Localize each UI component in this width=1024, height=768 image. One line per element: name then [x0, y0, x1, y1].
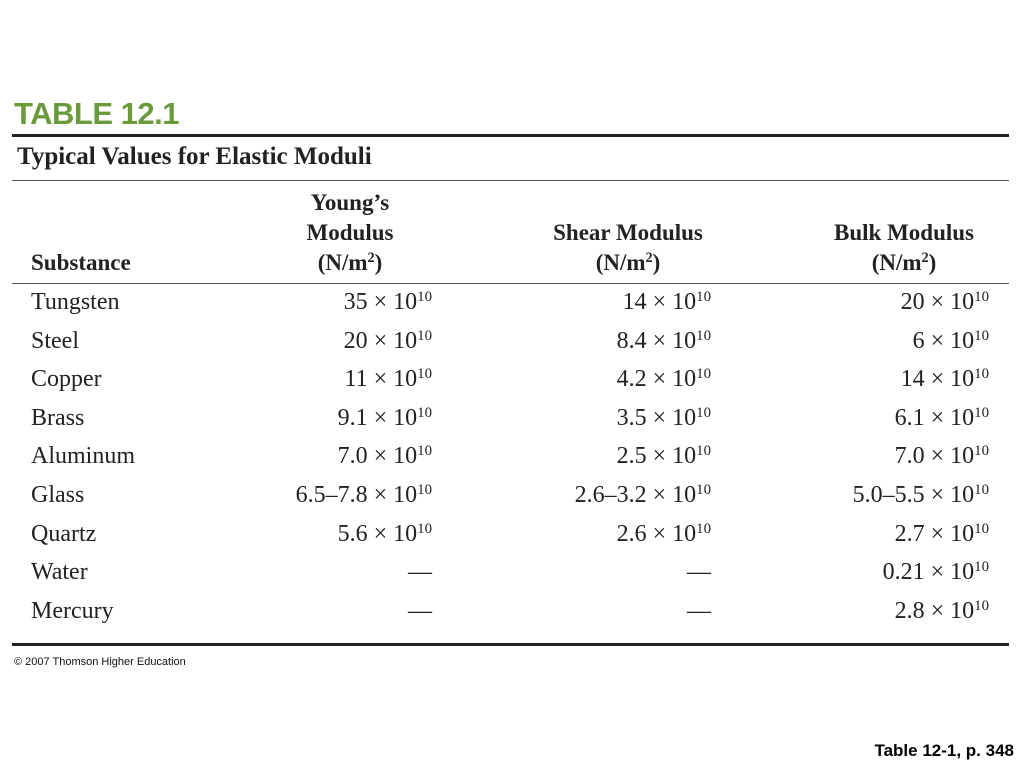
substance-cell: Water	[31, 559, 88, 586]
table-row	[0, 519, 1024, 558]
bulk-modulus-cell: $2.8 \times 10^{10}$	[894, 597, 989, 624]
youngs-modulus-cell: —	[408, 559, 432, 586]
header-shear-unit: $(N/m^2)$	[595, 250, 661, 275]
youngs-modulus-cell: $6.5-7.8 \times 10^{10}$	[295, 481, 432, 508]
header-youngs-line2: Modulus	[306, 220, 394, 245]
header-bulk-modulus	[810, 218, 998, 278]
header-substance: Substance	[31, 250, 131, 275]
substance-cell: Brass	[31, 404, 85, 431]
table-row	[0, 326, 1024, 365]
table-caption: Typical Values for Elastic Moduli	[17, 143, 372, 170]
substance-cell: Aluminum	[31, 443, 136, 470]
header-youngs-line1: Young’s	[310, 190, 390, 215]
bottom-rule	[12, 643, 1009, 646]
caption-rule	[12, 180, 1009, 181]
substance-cell: Copper	[31, 366, 102, 393]
header-rule	[12, 283, 1009, 284]
table-row	[0, 403, 1024, 442]
youngs-modulus-cell: $11 \times 10^{10}$	[344, 366, 432, 393]
shear-modulus-cell: $14 \times 10^{10}$	[622, 288, 711, 315]
bulk-modulus-cell: $6 \times 10^{10}$	[912, 327, 989, 354]
table-reference: Table 12-1, p. 348	[874, 741, 1014, 760]
table-row	[0, 596, 1024, 635]
header-youngs-modulus	[270, 188, 430, 278]
shear-modulus-cell: —	[687, 559, 711, 586]
substance-cell: Glass	[31, 481, 85, 508]
youngs-modulus-cell: $5.6 \times 10^{10}$	[337, 520, 432, 547]
header-bulk-unit: $(N/m^2)$	[871, 250, 937, 275]
table-row	[0, 557, 1024, 596]
youngs-modulus-cell: $35 \times 10^{10}$	[343, 288, 432, 315]
shear-modulus-cell: $2.5 \times 10^{10}$	[616, 443, 711, 470]
youngs-modulus-cell: —	[408, 597, 432, 624]
youngs-modulus-cell: $7.0 \times 10^{10}$	[337, 443, 432, 470]
substance-cell: Tungsten	[31, 289, 120, 315]
table-body	[0, 287, 1024, 634]
table-row	[0, 287, 1024, 326]
copyright-notice: © 2007 Thomson Higher Education	[14, 656, 186, 668]
header-bulk-line1: Bulk Modulus	[834, 220, 974, 245]
bulk-modulus-cell: $20 \times 10^{10}$	[900, 288, 989, 315]
substance-cell: Steel	[31, 327, 79, 354]
table-row	[0, 480, 1024, 519]
top-rule	[12, 134, 1009, 137]
bulk-modulus-cell: $14 \times 10^{10}$	[900, 366, 989, 393]
bulk-modulus-cell: $6.1 \times 10^{10}$	[894, 404, 989, 431]
bulk-modulus-cell: $5.0-5.5 \times 10^{10}$	[852, 481, 989, 508]
shear-modulus-cell: $3.5 \times 10^{10}$	[616, 404, 711, 431]
bulk-modulus-cell: $7.0 \times 10^{10}$	[894, 443, 989, 470]
table-row	[0, 441, 1024, 480]
substance-cell: Mercury	[31, 597, 114, 624]
table-label: TABLE 12.1	[14, 96, 179, 131]
shear-modulus-cell: $2.6-3.2 \times 10^{10}$	[574, 481, 711, 508]
shear-modulus-cell: —	[687, 597, 711, 624]
header-shear-line1: Shear Modulus	[553, 220, 703, 245]
substance-cell: Quartz	[31, 520, 97, 547]
shear-modulus-cell: $2.6 \times 10^{10}$	[616, 520, 711, 547]
shear-modulus-cell: $8.4 \times 10^{10}$	[616, 327, 711, 354]
youngs-modulus-cell: $9.1 \times 10^{10}$	[337, 404, 432, 431]
shear-modulus-cell: $4.2 \times 10^{10}$	[616, 366, 711, 393]
header-youngs-unit: $(N/m^2)$	[317, 250, 383, 275]
bulk-modulus-cell: $2.7 \times 10^{10}$	[894, 520, 989, 547]
table-row	[0, 364, 1024, 403]
youngs-modulus-cell: $20 \times 10^{10}$	[343, 327, 432, 354]
bulk-modulus-cell: $0.21 \times 10^{10}$	[882, 558, 989, 586]
header-shear-modulus	[528, 218, 728, 278]
